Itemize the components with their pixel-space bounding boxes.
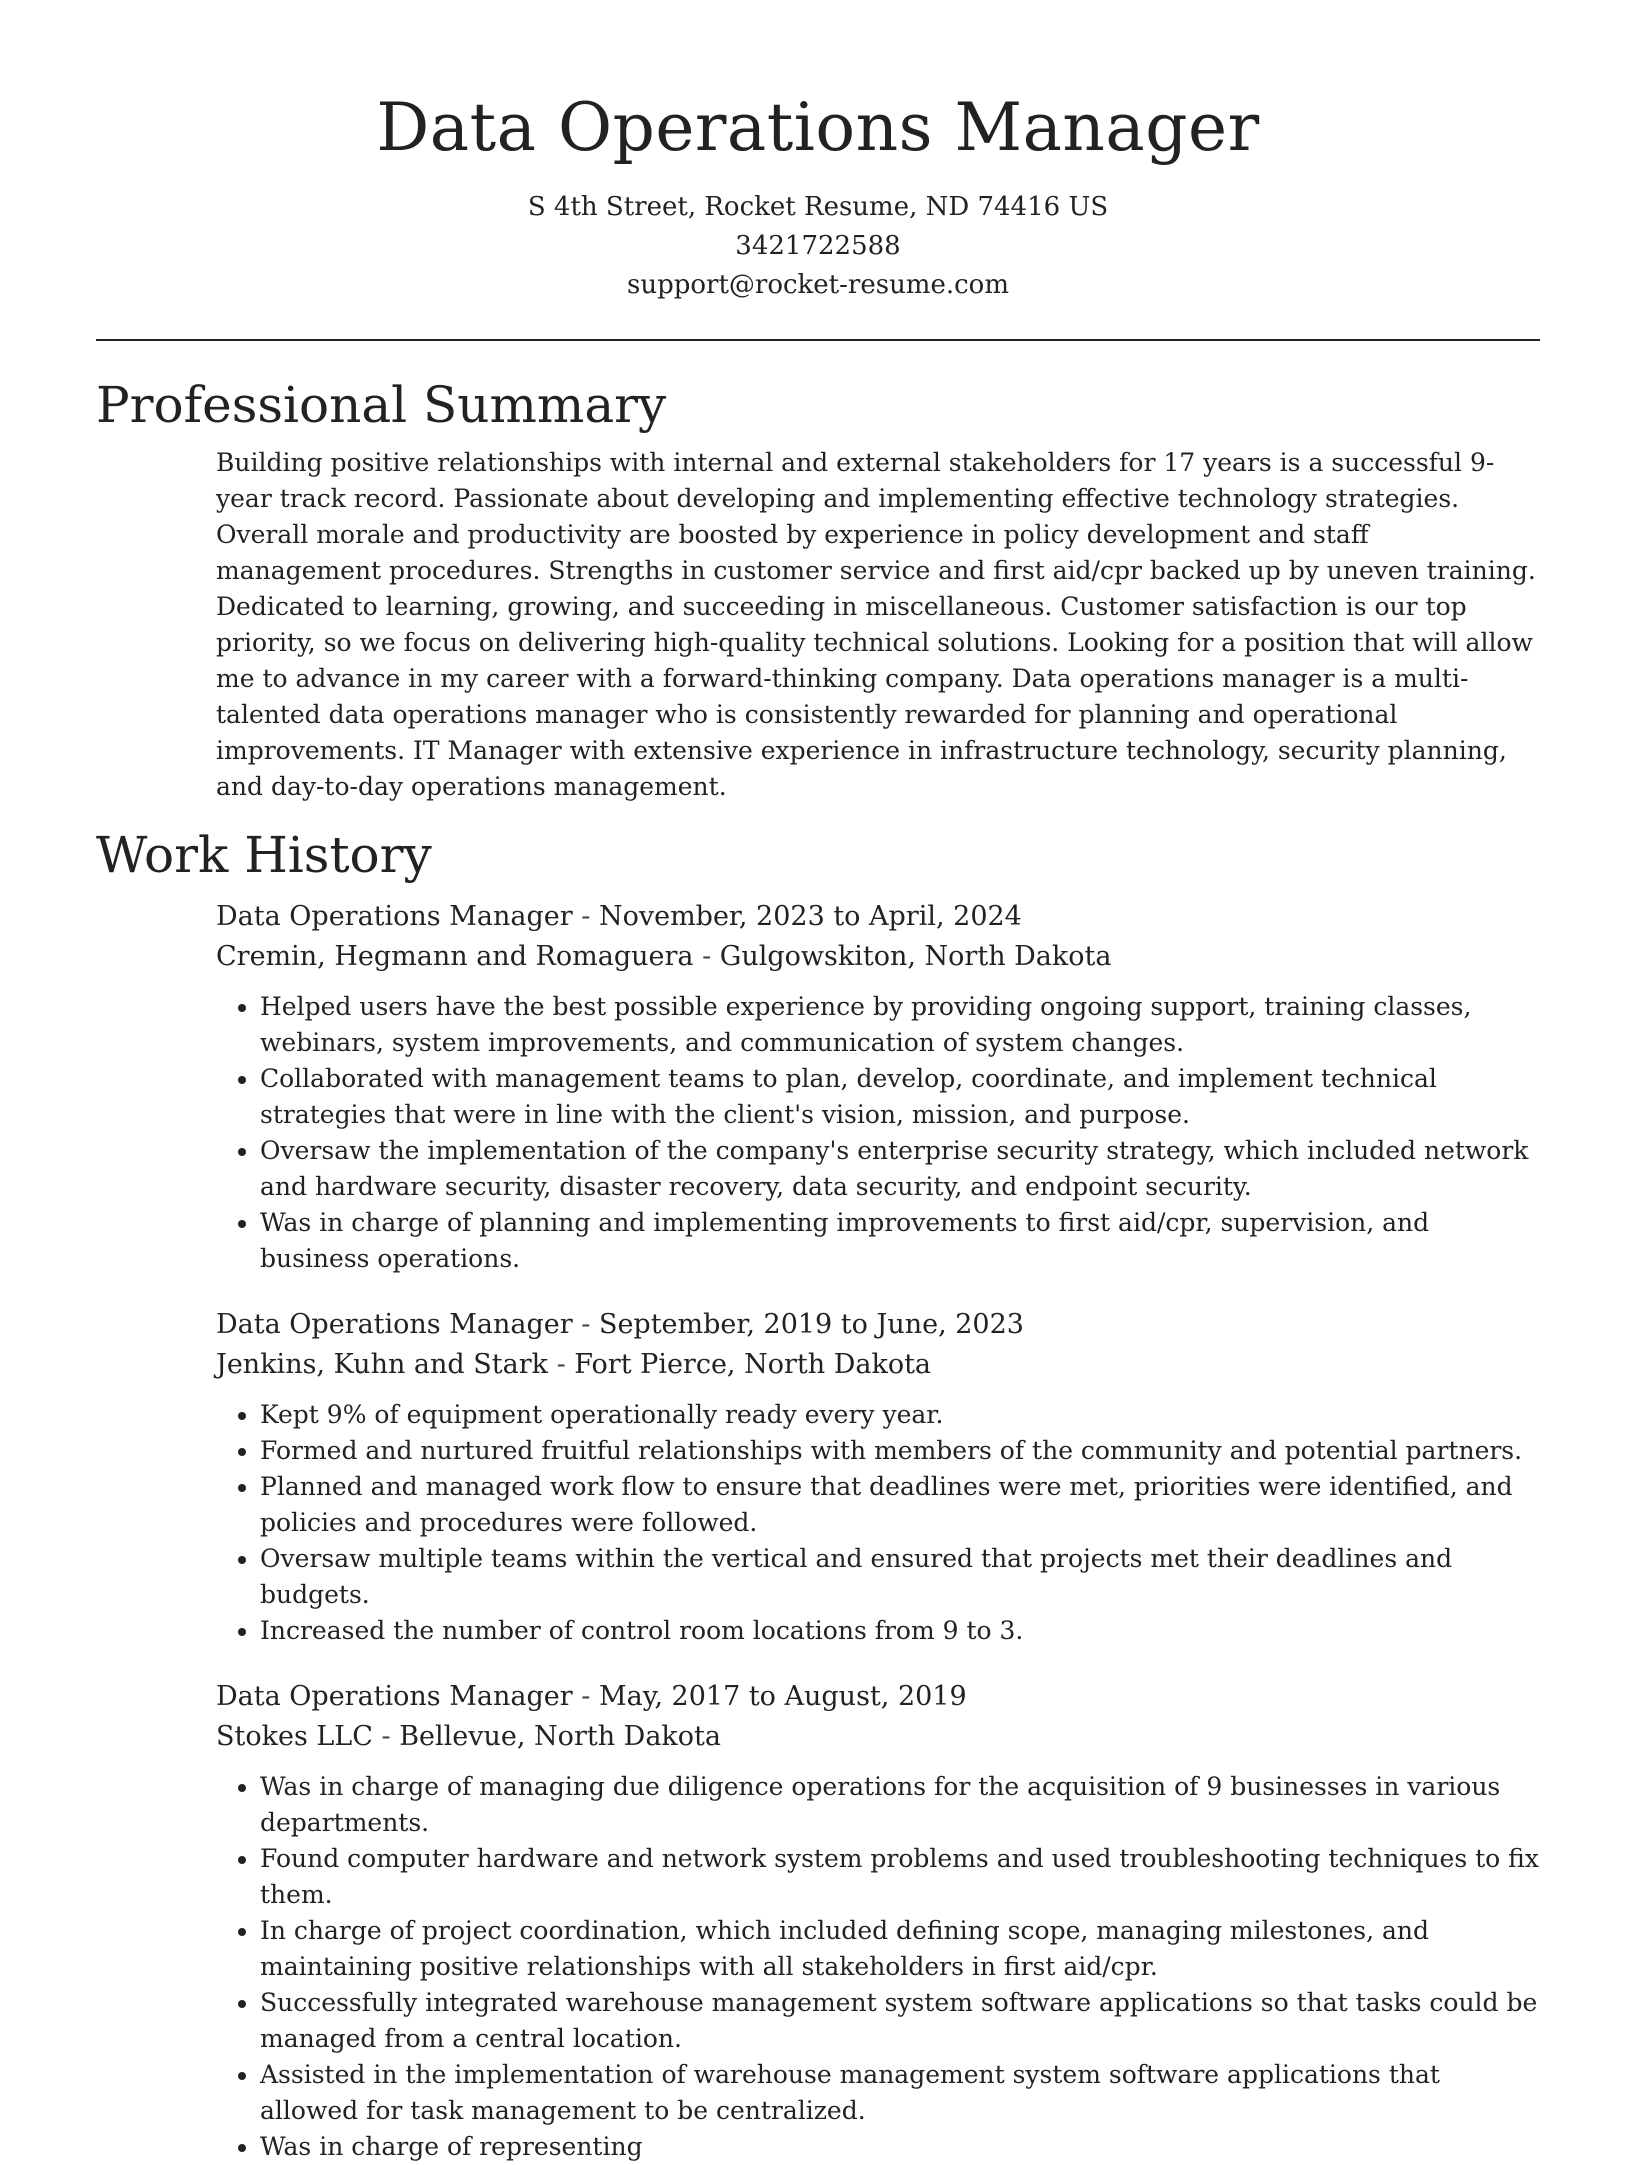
job-company-line: Cremin, Hegmann and Romaguera - Gulgowskiton, North Dakota bbox=[216, 941, 1112, 972]
job-bullets bbox=[216, 989, 1540, 1277]
job-entry bbox=[216, 1677, 1540, 2165]
job-bullet: • Was in charge of planning and implementing improvements to first aid/cpr, supervision, and business operations. bbox=[260, 1205, 1540, 1277]
summary-heading: Professional Summary bbox=[96, 376, 667, 434]
job-dates: September, 2019 to June, 2023 bbox=[598, 1309, 1024, 1340]
job-location: Gulgowskiton, North Dakota bbox=[719, 941, 1112, 972]
job-entry bbox=[216, 1305, 1540, 1649]
job-role: Data Operations Manager bbox=[216, 1309, 573, 1340]
job-company: Cremin, Hegmann and Romaguera bbox=[216, 941, 694, 972]
job-company-line: Stokes LLC - Bellevue, North Dakota bbox=[216, 1721, 721, 1752]
job-bullets bbox=[216, 1769, 1540, 2165]
job-bullet: • In charge of project coordination, which included defining scope, managing milestones, and maintaining positive relationships with all stakeholders in first aid/cpr. bbox=[260, 1913, 1540, 1985]
resume-name: Data Operations Manager bbox=[376, 89, 1260, 166]
work-history-heading: Work History bbox=[96, 826, 432, 884]
job-bullet: • Helped users have the best possible experience by providing ongoing support, training classes, webinars, system improvements, and communication of system changes. bbox=[260, 989, 1540, 1061]
contact-address: S 4th Street, Rocket Resume, ND 74416 US bbox=[527, 192, 1109, 222]
job-location: Fort Pierce, North Dakota bbox=[574, 1349, 932, 1380]
summary-text: Building positive relationships with internal and external stakeholders for 17 years is a successful 9-year track record. Passionate about developing and implementing effective technology strategies. Overall morale and productivity are boosted by experience in policy development and staff management procedures. Strengths in customer service and first aid/cpr backed up by uneven training. Dedicated to learning, growing, and succeeding in miscellaneous. Customer satisfaction is our top priority, so we focus on delivering high-quality technical solutions. Looking for a position that will allow me to advance in my career with a forward-thinking company. Data operations manager is a multi-talented data operations manager who is consistently rewarded for planning and operational improvements. IT Manager with extensive experience in infrastructure technology, security planning, and day-to-day operations management. bbox=[216, 448, 1536, 801]
job-location: Bellevue, North Dakota bbox=[399, 1721, 721, 1752]
contact-block bbox=[96, 188, 1540, 305]
job-bullet: • Collaborated with management teams to plan, develop, coordinate, and implement technical strategies that were in line with the client's vision, mission, and purpose. bbox=[260, 1061, 1540, 1133]
job-title-line: Data Operations Manager - November, 2023 to April, 2024 bbox=[216, 901, 1022, 932]
job-dates: May, 2017 to August, 2019 bbox=[598, 1681, 967, 1712]
job-entry bbox=[216, 897, 1540, 1277]
job-bullet: • Oversaw multiple teams within the vertical and ensured that projects met their deadlines and budgets. bbox=[260, 1541, 1540, 1613]
job-company: Stokes LLC bbox=[216, 1721, 373, 1752]
header-divider bbox=[96, 339, 1540, 341]
work-history-list bbox=[216, 897, 1540, 2165]
contact-phone: 3421722588 bbox=[735, 231, 901, 261]
job-bullet: • Was in charge of representing bbox=[260, 2129, 1540, 2165]
job-bullet: • Successfully integrated warehouse management system software applications so that tasks could be managed from a central location. bbox=[260, 1985, 1540, 2057]
job-company: Jenkins, Kuhn and Stark bbox=[216, 1349, 548, 1380]
resume-page bbox=[96, 0, 1540, 2165]
job-bullet: • Was in charge of managing due diligence operations for the acquisition of 9 businesses in various departments. bbox=[260, 1769, 1540, 1841]
job-bullet: • Planned and managed work flow to ensure that deadlines were met, priorities were identified, and policies and procedures were followed. bbox=[260, 1469, 1540, 1541]
job-bullet: • Assisted in the implementation of warehouse management system software applications that allowed for task management to be centralized. bbox=[260, 2057, 1540, 2129]
job-title-line: Data Operations Manager - May, 2017 to August, 2019 bbox=[216, 1681, 967, 1712]
job-dates: November, 2023 to April, 2024 bbox=[598, 901, 1022, 932]
job-role: Data Operations Manager bbox=[216, 901, 573, 932]
job-bullet: • Formed and nurtured fruitful relationships with members of the community and potential partners. bbox=[260, 1433, 1540, 1469]
job-bullet: • Kept 9% of equipment operationally ready every year. bbox=[260, 1397, 1540, 1433]
job-role: Data Operations Manager bbox=[216, 1681, 573, 1712]
job-company-line: Jenkins, Kuhn and Stark - Fort Pierce, North Dakota bbox=[216, 1349, 932, 1380]
job-title-line: Data Operations Manager - September, 2019 to June, 2023 bbox=[216, 1309, 1024, 1340]
job-bullets bbox=[216, 1397, 1540, 1649]
job-bullet: • Increased the number of control room locations from 9 to 3. bbox=[260, 1613, 1540, 1649]
contact-email: support@rocket-resume.com bbox=[626, 270, 1009, 300]
job-bullet: • Oversaw the implementation of the company's enterprise security strategy, which included network and hardware security, disaster recovery, data security, and endpoint security. bbox=[260, 1133, 1540, 1205]
job-bullet: • Found computer hardware and network system problems and used troubleshooting techniques to fix them. bbox=[260, 1841, 1540, 1913]
